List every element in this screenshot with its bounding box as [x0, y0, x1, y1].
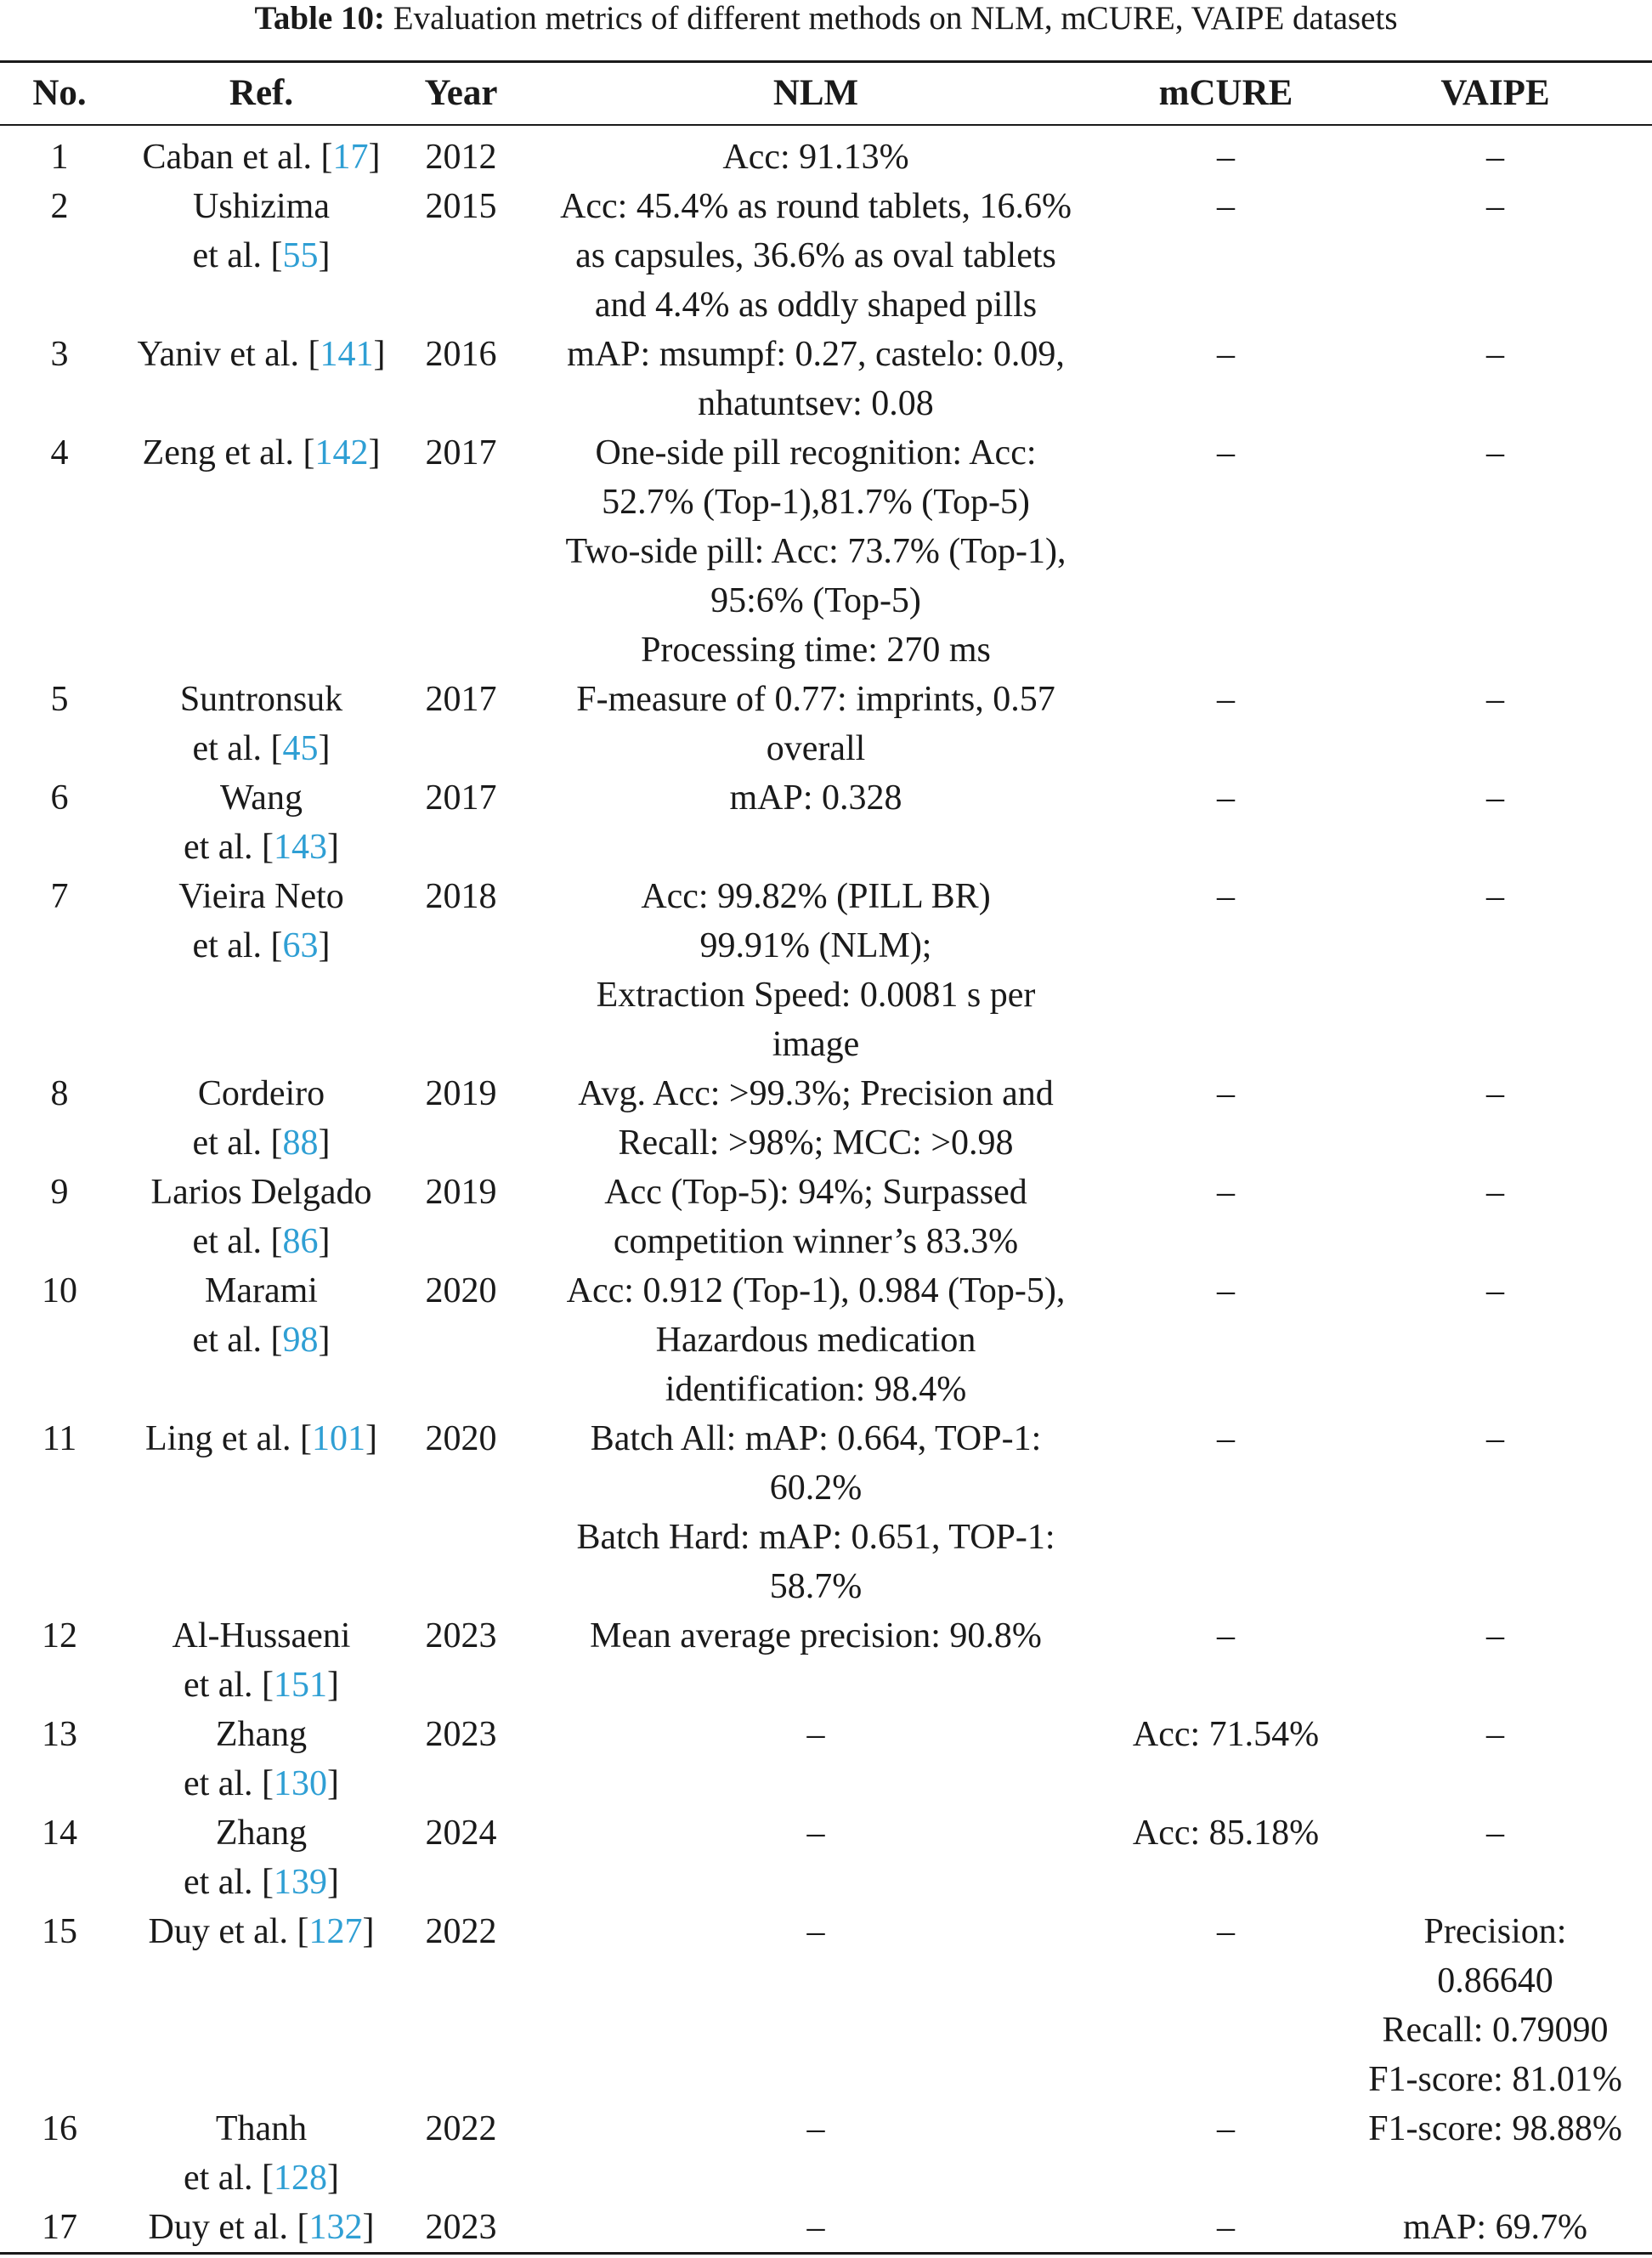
cell-vaipe: [1338, 1907, 1652, 2104]
cell-vaipe-line: Precision:: [1423, 1912, 1567, 1951]
citation-link[interactable]: 98: [282, 1321, 319, 1360]
ref-text: et al. [: [183, 1666, 274, 1705]
cell-vaipe: [1338, 675, 1652, 724]
cell-vaipe: [1338, 2104, 1652, 2153]
cell-year: 2018: [425, 877, 497, 916]
ref-text: Wang: [220, 778, 303, 818]
cell-nlm-line: Acc: 91.13%: [722, 138, 909, 177]
cell-vaipe: [1338, 1069, 1652, 1118]
cell-mcure: [1113, 1069, 1338, 1118]
cell-vaipe: [1338, 330, 1652, 379]
ref-text: Suntronsuk: [179, 680, 343, 719]
citation-link[interactable]: 45: [282, 729, 319, 768]
cell-nlm-line: Acc: 45.4% as round tablets, 16.6%: [560, 187, 1072, 226]
ref-text: et al. [: [192, 1123, 283, 1163]
citation-link[interactable]: 130: [274, 1764, 328, 1803]
cell-mcure-line: –: [1217, 680, 1235, 719]
ref-line: [119, 1858, 404, 1907]
cell-nlm-line: –: [806, 2208, 825, 2247]
ref-text: et al. [: [192, 1321, 283, 1360]
cell-mcure: [1113, 2104, 1338, 2153]
cell-nlm: [518, 675, 1113, 773]
cell-ref: [119, 428, 404, 478]
bottom-rule: [0, 2252, 1652, 2255]
cell-ref: [119, 1710, 404, 1808]
cell-year: 2020: [425, 1419, 497, 1458]
table-row: [0, 1069, 1652, 1168]
cell-no: 17: [42, 2208, 77, 2247]
table-caption-label: Table 10:: [254, 0, 385, 37]
ref-line: [119, 872, 404, 921]
cell-vaipe: [1338, 1414, 1652, 1463]
table-row: [0, 1168, 1652, 1266]
ref-text: Zeng et al. [: [142, 433, 315, 473]
cell-year: 2019: [425, 1173, 497, 1212]
citation-link[interactable]: 128: [274, 2159, 328, 2198]
ref-text: ]: [318, 926, 331, 965]
table-row: [0, 2104, 1652, 2203]
cell-nlm: [518, 1168, 1113, 1266]
cell-ref: [119, 330, 404, 379]
cell-nlm: [518, 182, 1113, 330]
cell-no: 11: [42, 1419, 77, 1458]
table-row: [0, 1611, 1652, 1710]
cell-mcure-line: –: [1217, 335, 1235, 374]
ref-line: [119, 1710, 404, 1759]
citation-link[interactable]: 132: [308, 2208, 363, 2247]
ref-text: et al. [: [192, 236, 283, 275]
ref-text: ]: [327, 2159, 340, 2198]
ref-text: Thanh: [215, 2109, 308, 2148]
citation-link[interactable]: 139: [274, 1863, 328, 1902]
cell-no: 4: [50, 433, 69, 473]
cell-vaipe: [1338, 1611, 1652, 1661]
cell-year: 2022: [425, 1912, 497, 1951]
table-row: [0, 2203, 1652, 2252]
ref-line: [119, 2203, 404, 2252]
cell-vaipe-line: –: [1486, 1271, 1504, 1310]
ref-text: ]: [327, 1863, 340, 1902]
cell-no: 16: [42, 2109, 77, 2148]
table-caption-text: Evaluation metrics of different methods on NLM, mCURE, VAIPE datasets: [393, 0, 1398, 37]
ref-text: Vieira Neto: [178, 877, 344, 916]
ref-line: [119, 1168, 404, 1217]
cell-no: 13: [42, 1715, 77, 1754]
cell-mcure-line: –: [1217, 1419, 1235, 1458]
cell-vaipe-line: Recall: 0.79090: [1382, 2011, 1609, 2050]
ref-text: Cordeiro: [197, 1074, 325, 1113]
table-body: [0, 133, 1652, 2252]
ref-text: ]: [362, 2208, 375, 2247]
cell-nlm: [518, 1266, 1113, 1414]
ref-line: [119, 2104, 404, 2153]
cell-vaipe: [1338, 773, 1652, 823]
citation-link[interactable]: 88: [282, 1123, 319, 1163]
ref-text: Ling et al. [: [145, 1419, 312, 1458]
cell-mcure: [1113, 872, 1338, 921]
ref-text: ]: [362, 1912, 375, 1951]
cell-nlm-line: One-side pill recognition: Acc:: [595, 433, 1037, 473]
cell-nlm-line: mAP: msumpf: 0.27, castelo: 0.09,: [567, 335, 1065, 374]
cell-mcure-line: –: [1217, 2208, 1235, 2247]
ref-text: Marami: [205, 1271, 318, 1310]
cell-nlm-line: Processing time: 270 ms: [641, 631, 991, 670]
ref-line: [119, 1316, 404, 1365]
ref-text: ]: [318, 1123, 331, 1163]
cell-mcure: [1113, 428, 1338, 478]
cell-vaipe: [1338, 1808, 1652, 1858]
ref-text: et al. [: [192, 729, 283, 768]
cell-nlm-line: image: [772, 1025, 860, 1064]
cell-nlm-line: Mean average precision: 90.8%: [590, 1616, 1042, 1655]
ref-text: ]: [318, 729, 331, 768]
table-row: [0, 675, 1652, 773]
ref-line: [119, 1118, 404, 1168]
ref-text: et al. [: [192, 1222, 283, 1261]
table-row: [0, 872, 1652, 1069]
ref-line: [119, 1611, 404, 1661]
cell-no: 6: [50, 778, 69, 818]
cell-nlm: [518, 2104, 1113, 2153]
cell-mcure-line: –: [1217, 187, 1235, 226]
cell-vaipe: [1338, 133, 1652, 182]
cell-mcure-line: –: [1217, 1271, 1235, 1310]
cell-nlm-line: nhatuntsev: 0.08: [698, 384, 934, 423]
cell-nlm-line: Acc: 99.82% (PILL BR): [641, 877, 991, 916]
cell-nlm-line: –: [806, 1912, 825, 1951]
cell-nlm: [518, 1611, 1113, 1661]
ref-text: ]: [373, 335, 386, 374]
cell-vaipe: [1338, 428, 1652, 478]
ref-text: Duy et al. [: [148, 1912, 309, 1951]
table-row: [0, 1414, 1652, 1611]
cell-vaipe-line: –: [1486, 1074, 1504, 1113]
ref-line: [119, 1217, 404, 1266]
cell-nlm: [518, 133, 1113, 182]
citation-link[interactable]: 142: [314, 433, 369, 473]
cell-no: 15: [42, 1912, 77, 1951]
cell-vaipe-line: –: [1486, 1173, 1504, 1212]
cell-nlm: [518, 1808, 1113, 1858]
ref-line: [119, 231, 404, 280]
cell-mcure: [1113, 2203, 1338, 2252]
table-row: [0, 428, 1652, 675]
ref-text: Yaniv et al. [: [137, 335, 320, 374]
cell-nlm-line: Acc (Top-5): 94%; Surpassed: [604, 1173, 1027, 1212]
cell-mcure-line: –: [1217, 1074, 1235, 1113]
cell-year: 2023: [425, 1616, 497, 1655]
ref-text: Al-Hussaeni: [172, 1616, 351, 1655]
header-no: No.: [32, 73, 87, 113]
cell-mcure: [1113, 182, 1338, 231]
ref-text: Ushizima: [193, 187, 330, 226]
cell-ref: [119, 773, 404, 872]
cell-vaipe: [1338, 182, 1652, 231]
cell-nlm-line: 52.7% (Top-1),81.7% (Top-5): [602, 483, 1030, 522]
cell-no: 7: [50, 877, 69, 916]
ref-text: et al. [: [183, 828, 274, 867]
cell-nlm-line: Two-side pill: Acc: 73.7% (Top-1),: [565, 532, 1066, 571]
cell-mcure-line: –: [1217, 433, 1235, 473]
cell-nlm-line: Extraction Speed: 0.0081 s per: [596, 976, 1036, 1015]
cell-ref: [119, 133, 404, 182]
header-rule: [0, 124, 1652, 126]
citation-link[interactable]: 127: [308, 1912, 363, 1951]
cell-ref: [119, 2104, 404, 2203]
cell-mcure-line: –: [1217, 778, 1235, 818]
cell-vaipe: [1338, 1266, 1652, 1316]
cell-nlm: [518, 773, 1113, 823]
cell-nlm-line: Avg. Acc: >99.3%; Precision and: [578, 1074, 1054, 1113]
cell-nlm-line: overall: [766, 729, 866, 768]
ref-text: Caban et al. [: [142, 138, 333, 177]
cell-nlm-line: Hazardous medication: [655, 1321, 976, 1360]
table-row: [0, 773, 1652, 872]
header-vaipe: VAIPE: [1440, 73, 1550, 113]
ref-text: et al. [: [192, 926, 283, 965]
cell-ref: [119, 1611, 404, 1710]
cell-nlm-line: as capsules, 36.6% as oval tablets: [575, 236, 1056, 275]
header-nlm: NLM: [772, 73, 859, 113]
ref-text: ]: [368, 138, 381, 177]
citation-link[interactable]: 63: [282, 926, 319, 965]
cell-vaipe-line: –: [1486, 335, 1504, 374]
cell-no: 12: [42, 1616, 77, 1655]
cell-ref: [119, 1168, 404, 1266]
ref-text: Duy et al. [: [148, 2208, 309, 2247]
cell-ref: [119, 1907, 404, 1956]
cell-mcure-line: –: [1217, 1616, 1235, 1655]
cell-mcure: [1113, 1808, 1338, 1858]
cell-ref: [119, 1414, 404, 1463]
ref-line: [119, 428, 404, 478]
cell-vaipe-line: –: [1486, 138, 1504, 177]
cell-nlm: [518, 1907, 1113, 1956]
ref-line: [119, 1069, 404, 1118]
ref-text: ]: [327, 1764, 340, 1803]
cell-nlm-line: Batch Hard: mAP: 0.651, TOP-1:: [576, 1518, 1055, 1557]
ref-line: [119, 675, 404, 724]
cell-no: 2: [50, 187, 69, 226]
ref-text: ]: [318, 1222, 331, 1261]
cell-ref: [119, 1808, 404, 1907]
cell-ref: [119, 1069, 404, 1168]
ref-text: ]: [368, 433, 381, 473]
cell-nlm-line: Acc: 0.912 (Top-1), 0.984 (Top-5),: [566, 1271, 1066, 1310]
cell-nlm-line: 58.7%: [769, 1567, 863, 1606]
cell-ref: [119, 675, 404, 773]
cell-no: 14: [42, 1814, 77, 1853]
citation-link[interactable]: 141: [320, 335, 374, 374]
cell-vaipe-line: –: [1486, 778, 1504, 818]
ref-text: ]: [318, 1321, 331, 1360]
cell-vaipe-line: –: [1486, 433, 1504, 473]
ref-line: [119, 1907, 404, 1956]
ref-text: Zhang: [215, 1715, 308, 1754]
cell-mcure: [1113, 330, 1338, 379]
cell-nlm-line: Batch All: mAP: 0.664, TOP-1:: [590, 1419, 1042, 1458]
cell-mcure: [1113, 1710, 1338, 1759]
cell-ref: [119, 2203, 404, 2252]
cell-mcure-line: –: [1217, 1912, 1235, 1951]
ref-line: [119, 1414, 404, 1463]
cell-vaipe-line: –: [1486, 187, 1504, 226]
table-row: [0, 133, 1652, 182]
citation-link[interactable]: 101: [311, 1419, 365, 1458]
cell-vaipe: [1338, 872, 1652, 921]
cell-nlm: [518, 2203, 1113, 2252]
ref-line: [119, 921, 404, 971]
cell-year: 2017: [425, 778, 497, 818]
ref-text: ]: [327, 828, 340, 867]
cell-year: 2019: [425, 1074, 497, 1113]
cell-mcure: [1113, 1907, 1338, 1956]
ref-line: [119, 1266, 404, 1316]
cell-year: 2017: [425, 433, 497, 473]
cell-year: 2012: [425, 138, 497, 177]
cell-mcure: [1113, 1414, 1338, 1463]
ref-text: et al. [: [183, 2159, 274, 2198]
cell-vaipe-line: –: [1486, 1715, 1504, 1754]
table-header: [0, 63, 1652, 124]
cell-mcure-line: –: [1217, 2109, 1235, 2148]
cell-mcure: [1113, 773, 1338, 823]
cell-nlm: [518, 1710, 1113, 1759]
ref-text: et al. [: [183, 1764, 274, 1803]
table-row: [0, 1266, 1652, 1414]
cell-ref: [119, 182, 404, 280]
cell-no: 8: [50, 1074, 69, 1113]
cell-vaipe: [1338, 2203, 1652, 2252]
cell-nlm: [518, 872, 1113, 1069]
table-row: [0, 1710, 1652, 1808]
cell-nlm-line: 99.91% (NLM);: [699, 926, 932, 965]
cell-nlm-line: and 4.4% as oddly shaped pills: [594, 286, 1038, 325]
ref-text: ]: [318, 236, 331, 275]
ref-text: Zhang: [215, 1814, 308, 1853]
ref-line: [119, 133, 404, 182]
cell-mcure-line: Acc: 85.18%: [1132, 1814, 1320, 1853]
cell-mcure-line: –: [1217, 877, 1235, 916]
header-ref: Ref.: [229, 73, 294, 113]
cell-nlm-line: 60.2%: [769, 1469, 863, 1508]
ref-line: [119, 724, 404, 773]
cell-nlm-line: Recall: >98%; MCC: >0.98: [618, 1123, 1014, 1163]
cell-nlm-line: –: [806, 1814, 825, 1853]
cell-no: 10: [42, 1271, 77, 1310]
cell-nlm-line: –: [806, 2109, 825, 2148]
cell-nlm: [518, 1414, 1113, 1611]
ref-line: [119, 823, 404, 872]
cell-no: 1: [50, 138, 69, 177]
cell-nlm-line: mAP: 0.328: [729, 778, 902, 818]
ref-line: [119, 330, 404, 379]
cell-nlm: [518, 330, 1113, 428]
header-mcure: mCURE: [1158, 73, 1293, 113]
cell-year: 2017: [425, 680, 497, 719]
cell-nlm-line: –: [806, 1715, 825, 1754]
cell-nlm-line: F-measure of 0.77: imprints, 0.57: [576, 680, 1055, 719]
table-row: [0, 330, 1652, 428]
ref-line: [119, 2153, 404, 2203]
cell-nlm: [518, 428, 1113, 675]
cell-year: 2016: [425, 335, 497, 374]
cell-year: 2015: [425, 187, 497, 226]
cell-vaipe-line: 0.86640: [1437, 1961, 1553, 2001]
cell-mcure: [1113, 1168, 1338, 1217]
ref-line: [119, 1759, 404, 1808]
cell-year: 2024: [425, 1814, 497, 1853]
cell-vaipe-line: –: [1486, 1814, 1504, 1853]
ref-line: [119, 773, 404, 823]
ref-text: Larios Delgado: [150, 1173, 372, 1212]
cell-mcure: [1113, 1611, 1338, 1661]
citation-link[interactable]: 86: [282, 1222, 319, 1261]
cell-vaipe: [1338, 1710, 1652, 1759]
cell-vaipe-line: F1-score: 98.88%: [1368, 2109, 1622, 2148]
ref-line: [119, 1808, 404, 1858]
table-row: [0, 182, 1652, 330]
citation-link[interactable]: 151: [274, 1666, 328, 1705]
cell-mcure-line: –: [1217, 138, 1235, 177]
ref-text: ]: [365, 1419, 377, 1458]
table-caption: [0, 0, 1652, 37]
ref-line: [119, 1661, 404, 1710]
cell-no: 3: [50, 335, 69, 374]
cell-year: 2023: [425, 1715, 497, 1754]
cell-nlm-line: identification: 98.4%: [665, 1370, 967, 1409]
cell-vaipe-line: –: [1486, 877, 1504, 916]
cell-vaipe-line: F1-score: 81.01%: [1368, 2060, 1622, 2099]
citation-link[interactable]: 17: [332, 138, 369, 177]
cell-vaipe-line: –: [1486, 680, 1504, 719]
ref-line: [119, 182, 404, 231]
table-row: [0, 1907, 1652, 2104]
cell-no: 9: [50, 1173, 69, 1212]
cell-vaipe-line: mAP: 69.7%: [1402, 2208, 1587, 2247]
ref-text: ]: [327, 1666, 340, 1705]
cell-no: 5: [50, 680, 69, 719]
cell-vaipe-line: –: [1486, 1616, 1504, 1655]
cell-mcure: [1113, 675, 1338, 724]
cell-mcure: [1113, 133, 1338, 182]
cell-mcure-line: Acc: 71.54%: [1132, 1715, 1320, 1754]
cell-ref: [119, 1266, 404, 1365]
cell-vaipe: [1338, 1168, 1652, 1217]
cell-nlm: [518, 1069, 1113, 1168]
cell-vaipe-line: –: [1486, 1419, 1504, 1458]
cell-mcure-line: –: [1217, 1173, 1235, 1212]
cell-year: 2023: [425, 2208, 497, 2247]
citation-link[interactable]: 143: [274, 828, 328, 867]
header-year: Year: [424, 73, 498, 113]
cell-ref: [119, 872, 404, 971]
cell-year: 2020: [425, 1271, 497, 1310]
table-row: [0, 1808, 1652, 1907]
ref-text: et al. [: [183, 1863, 274, 1902]
citation-link[interactable]: 55: [282, 236, 319, 275]
cell-mcure: [1113, 1266, 1338, 1316]
cell-year: 2022: [425, 2109, 497, 2148]
cell-nlm-line: competition winner’s 83.3%: [613, 1222, 1019, 1261]
cell-nlm-line: 95:6% (Top-5): [710, 581, 921, 620]
